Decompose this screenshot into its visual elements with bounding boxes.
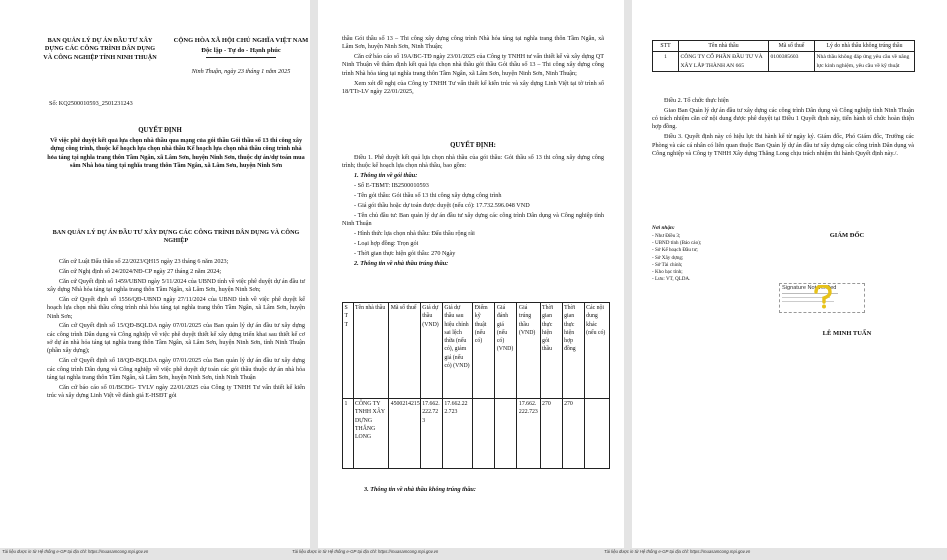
info-investor: - Tên chủ đầu tư: Ban quản lý dự án đầu tư xây dựng các công trình Dân dụng và Công nghiệp tỉnh Ninh Thuận <box>342 211 604 228</box>
cell-bidder-name: CÔNG TY TNHH XÂY DỰNG THĂNG LONG <box>353 399 389 469</box>
national-motto: Độc lập - Tự do - Hạnh phúc <box>201 47 281 54</box>
signer-title: GIÁM ĐỐC <box>829 232 865 239</box>
cell-evaluated-price <box>495 399 517 469</box>
cell-technical-score <box>473 399 495 469</box>
header-bidder-name: Tên nhà thầu <box>353 303 389 399</box>
info-duration: - Thời gian thực hiện gói thầu: 270 Ngày <box>354 249 456 257</box>
document-page-3 <box>632 0 947 548</box>
basis-2: Căn cứ Nghị định số 24/2024/NĐ-CP ngày 27 tháng 2 năm 2024; <box>59 267 222 275</box>
article-3-text: Điều 3. Quyết định này có hiệu lực thi hành kể từ ngày ký. Giám đốc, Phó Giám đốc, Trưởng các Phòng và các cá nhân có liên quan thuộc Ban Quản lý dự án đầu tư xây dựng các công trình Dân dụng và Công nghiệp và Công ty TNHH Xây dựng Thăng Long chịu trách nhiệm thi hành Quyết định này./. <box>652 133 914 157</box>
basis-6: Căn cứ Quyết định số 18/QĐ-BQLDA ngày 07/01/2025 của Ban quản lý dự án đầu tư xây dựng các công trình Dân dụng và Công nghiệp về việc phê duyệt dự toán các gói thầu thuộc dự án nhà hỏa táng tại nghĩa trang thôn Tầm Ngân, xã Lâm Sơn, huyện Ninh Sơn, tỉnh Ninh Thuận <box>47 357 305 381</box>
appraisal-report: Căn cứ báo cáo số 19A/BC-TĐ ngày 23/01/2025 của Công ty TNHH tư vấn thiết kế và xây dựng QT Ninh Thuận về thẩm định kết quả lựa chọn nhà thầu gói thầu Gói thầu số 13 – Thi công xây dựng công trình Nhà hỏa táng tại nghĩa trang thôn Tầm Ngân, xã Lâm Sơn, huyện Ninh Sơn, Ninh Thuận; <box>342 53 605 77</box>
signature-question-icon <box>812 285 834 309</box>
decision-subject: Về việc phê duyệt kết quả lựa chọn nhà thầu qua mạng của gói thầu Gói thầu số 13 thi công xây dựng công trình, thuộc kế hoạch lựa chọn nhà thầu Kế hoạch lựa chọn nhà thầu công trình nhà hỏa táng tại nghĩa trang thôn Tầm Ngân, xã Lâm Sơn, huyện Ninh Sơn, thuộc dự án/dự toán mua sắm Nhà hỏa táng tại nghĩa trang thôn Tầm Ngân, xã Lâm Sơn, huyện Ninh Sơn <box>47 137 305 169</box>
cell-stt: 1 <box>653 52 679 72</box>
basis-1: Căn cứ Luật Đấu thầu số 22/2023/QH15 ngày 23 tháng 6 năm 2023; <box>59 258 229 265</box>
consultant-proposal: Xem xét đề nghị của Công ty TNHH Tư vấn thiết kế kiến trúc và xây dựng Linh Việt tại tờ trình số 18/TTr-LV ngày 22/01/2025, <box>342 79 604 95</box>
recipient-item: - Kho bạc tỉnh; <box>652 269 683 276</box>
cell-tax-code: 0100385603 <box>769 52 815 72</box>
place-date: Ninh Thuận, ngày 23 tháng 1 năm 2025 <box>191 68 291 75</box>
section-losing-bidder: 3. Thông tin về nhà thầu không trúng thầu: <box>364 486 476 493</box>
header-adjusted-price: Giá dự thầu sau hiệu chỉnh sai lệch thừa (nếu có), giảm giá (nếu có) (VND) <box>442 303 472 399</box>
header-bid-price: Giá dự thầu (VND) <box>420 303 442 399</box>
header-package-duration: Thời gian thực hiện gói thầu <box>540 303 562 399</box>
page2-body <box>342 35 604 98</box>
cell-bidder-name: CÔNG TY CỔ PHẦN ĐẦU TƯ VÀ XÂY LẮP THÀNH AN 665 <box>679 52 769 72</box>
decides-heading: QUYẾT ĐỊNH: <box>450 142 496 149</box>
article-1: Điều 1. Phê duyệt kết quả lựa chọn nhà thầu của gói thầu: Gói thầu số 13 thi công xây dựng công trình; thuộc kế hoạch lựa chọn nhà thầu, bao gồm: <box>342 154 604 170</box>
signer-name: LÊ MINH TUẤN <box>822 330 872 337</box>
cell-package-duration: 270 <box>540 399 562 469</box>
authority-heading: BAN QUẢN LÝ DỰ ÁN ĐẦU TƯ XÂY DỰNG CÁC CÔNG TRÌNH DÂN DỤNG VÀ CÔNG NGHIỆP <box>52 229 300 245</box>
info-contract-type: - Loại hợp đồng: Trọn gói <box>354 239 419 247</box>
recipients-list <box>652 233 762 283</box>
info-tbmt: - Số E-TBMT: IB2500010593 <box>354 182 429 190</box>
table-header-row <box>343 303 610 399</box>
issuing-agency: BAN QUẢN LÝ DỰ ÁN ĐẦU TƯ XÂY DỰNG CÁC CÔNG TRÌNH DÂN DỤNG VÀ CÔNG NGHIỆP TỈNH NINH THUẬN <box>43 37 157 61</box>
table-header-row <box>653 41 915 52</box>
basis-3: Căn cứ Quyết định số 1459/UBND ngày 5/11/2024 của UBND tỉnh về việc phê duyệt dự án đầu tư xây dựng Nhà hỏa táng tại nghĩa trang thôn Tầm Ngân, xã Lâm Sơn, huyện Ninh Sơn; <box>47 277 305 294</box>
cell-tax-code: 4500214215 <box>389 399 421 469</box>
document-page-1 <box>0 0 310 548</box>
recipients-title: Nơi nhận: <box>652 225 675 231</box>
header-winning-price: Giá trúng thầu (VND) <box>517 303 540 399</box>
header-reason: Lý do nhà thầu không trúng thầu <box>815 41 915 52</box>
basis-7: Căn cứ báo cáo số 01/BCĐG- TVLV ngày 22/01/2025 của Công ty TNHH Tư vấn thiết kế kiến trúc và xây dựng Linh Việt về đánh giá E-HSĐT gói <box>47 383 305 400</box>
info-method: - Hình thức lựa chọn nhà thầu: Đấu thầu rộng rãi <box>354 229 475 237</box>
digital-signature-box[interactable] <box>779 283 865 313</box>
decision-title: QUYẾT ĐỊNH <box>138 127 182 134</box>
header-stt: S T T <box>343 303 354 399</box>
header-evaluated-price: Giá đánh giá (nếu có) (VND) <box>495 303 517 399</box>
section-package-info: 1. Thông tin về gói thầu: <box>354 172 418 180</box>
motto-underline <box>206 57 276 58</box>
cell-stt: 1 <box>343 399 354 469</box>
recipient-item: - Sở Tài chính; <box>652 261 683 268</box>
basis-4: Căn cứ Quyết định số 1556/QĐ-UBND ngày 27/11/2024 của UBND tỉnh về việc phê duyệt kế hoạch lựa chọn nhà thầu công trình nhà hỏa táng tại nghĩa trang thôn Tầm Ngân, xã Lâm Sơn, huyện Ninh Sơn; <box>47 295 305 320</box>
header-tax-code: Mã số thuế <box>769 41 815 52</box>
cell-bid-price: 17.662.222.723 <box>420 399 442 469</box>
header-contract-duration: Thời gian thực hiện hợp đồng <box>562 303 584 399</box>
losing-bidder-table <box>652 40 915 72</box>
cell-other <box>584 399 609 469</box>
info-package-price: - Giá gói thầu hoặc dự toán được duyệt (nếu có): 17.732.596.048 VND <box>354 201 530 209</box>
recipient-item: - Như Điều 3; <box>652 233 681 239</box>
table-row <box>343 399 610 469</box>
page-footer-2: Tài liệu được in từ Hệ thống e-GP tại địa chỉ: https://muasamcong.mpi.gov.vn <box>292 549 439 554</box>
signature-status: Signature Not Verified <box>782 285 837 291</box>
recipient-item: - Sở Xây dựng; <box>652 254 684 261</box>
basis-5: Căn cứ Quyết định số 15/QĐ-BQLDA ngày 07/01/2025 của Ban quản lý dự án đầu tư xây dựng các công trình Dân dụng và Công nghiệp về việc phê duyệt thiết kế xây dựng triển khai sau thiết kế cơ sở dự án nhà hỏa táng tại nghĩa trang thôn Tầm Ngân, xã Lâm Sơn, huyện Ninh Sơn, tỉnh Ninh Thuận (phần xây dựng); <box>47 322 305 355</box>
document-number: Số: KQ2500010593_2501231243 <box>49 100 133 107</box>
page-footer-3: Tài liệu được in từ Hệ thống e-GP tại địa chỉ: https://muasamcong.mpi.gov.vn <box>604 549 751 554</box>
recipient-item: - Lưu: VT, QLDA. <box>652 276 691 283</box>
republic-heading: CỘNG HÒA XÃ HỘI CHỦ NGHĨA VIỆT NAM <box>173 37 309 44</box>
cell-winning-price: 17.662.222.723 <box>517 399 540 469</box>
header-stt: STT <box>653 41 679 52</box>
cell-reason: Nhà thầu không đáp ứng yêu cầu về năng lực kinh nghiệm, yêu cầu về kỹ thuật <box>815 52 915 72</box>
info-package-name: - Tên gói thầu: Gói thầu số 13 thi công xây dựng công trình <box>354 191 502 199</box>
cell-contract-duration: 270 <box>562 399 584 469</box>
table-row <box>653 52 915 72</box>
article-2-heading: Điều 2. Tổ chức thực hiện <box>664 97 729 104</box>
header-bidder-name: Tên nhà thầu <box>679 41 769 52</box>
header-tax-code: Mã số thuế <box>389 303 421 399</box>
document-page-2 <box>318 0 624 548</box>
recipient-item: - Sở Kế hoạch Đầu tư; <box>652 247 698 254</box>
section-winning-bidder: 2. Thông tin về nhà thầu trúng thầu: <box>354 259 449 267</box>
legal-basis <box>47 258 305 402</box>
article-1-block <box>342 154 604 270</box>
winning-bidder-table <box>342 302 610 469</box>
header-other: Các nội dung khác (nếu có) <box>584 303 609 399</box>
cell-adjusted-price: 17.662.222.723 <box>442 399 472 469</box>
recipient-item: - UBND tỉnh (Báo cáo); <box>652 240 702 247</box>
articles-block <box>652 97 914 160</box>
continued-text: thầu Gói thầu số 13 – Thi công xây dựng công trình Nhà hỏa táng tại nghĩa trang thôn Tầm Ngân, xã Lâm Sơn, huyện Ninh Sơn, Ninh Thuận; <box>342 35 604 51</box>
article-2-text: Giao Ban Quản lý dự án đầu tư xây dựng các công trình Dân dụng và Công nghiệp tỉnh Ninh Thuận có trách nhiệm căn cứ nội dung được phê duyệt tại Điều 1 Quyết định này, tiến hành tổ chức hoàn thiện hợp đồng. <box>652 106 914 131</box>
page-footer-1: Tài liệu được in từ Hệ thống e-GP tại địa chỉ: https://muasamcong.mpi.gov.vn <box>2 549 149 554</box>
header-technical-score: Điểm kỹ thuật (nếu có) <box>473 303 495 399</box>
